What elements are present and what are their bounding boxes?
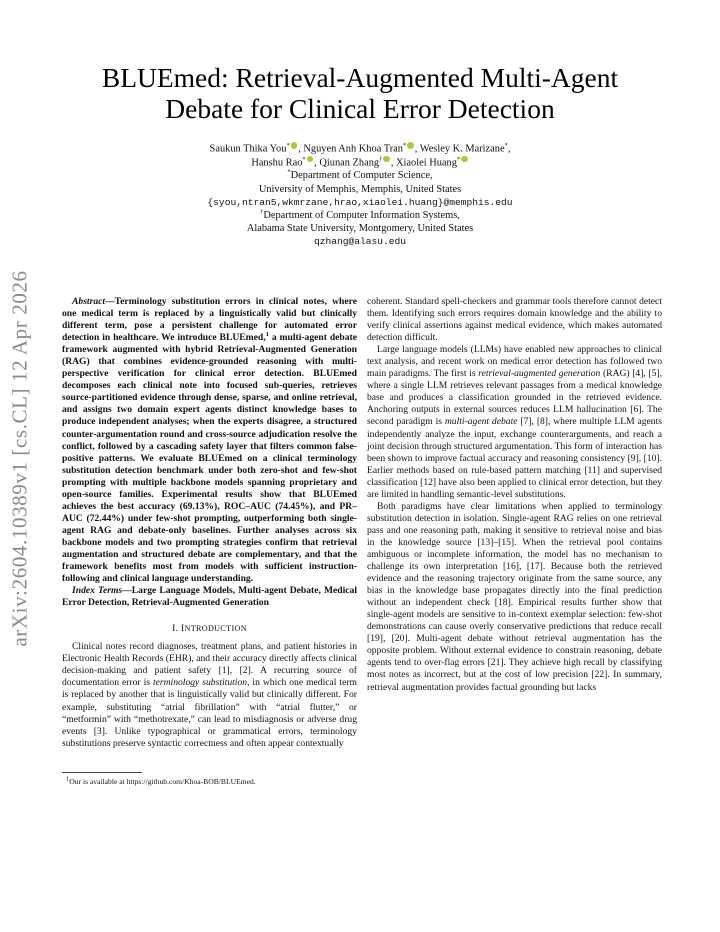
footnote-text[interactable]: Our is available at https://github.com/Khoa-BOB/BLUEmed. [69, 776, 256, 786]
paragraph-text: (RAG) [4], [5], where a single LLM retrieves relevant passages from a medical knowledge base and produces a classification grounded in the retrieved evidence. Anchoring outputs in external sources reduces LLM hallucination [6]. The second paradigm is [367, 368, 663, 428]
arxiv-identifier [2, 260, 38, 656]
abstract [62, 296, 357, 585]
affiliation-mark: * [286, 142, 290, 150]
right-paragraph-0: coherent. Standard spell-checkers and grammar tools therefore cannot detect them. Identifying such errors requires domain knowledge and the ability to verify clinical assertions against medical evidence, which makes automated detection difficult. [367, 296, 662, 344]
section-name-rest: NTRODUCTION [184, 624, 247, 634]
affiliation-2-univ: Alabama State University, Montgomery, United States [246, 223, 474, 235]
author-name: Saukun Thika You [209, 143, 287, 155]
author-name: , Wesley K. Marizane [414, 143, 505, 155]
affiliation-mark: * [456, 155, 461, 163]
right-paragraph-1 [367, 344, 662, 501]
title-line-2: Debate for Clinical Error Detection [165, 93, 555, 124]
department-text: Department of Computer Information Systems, [263, 210, 460, 222]
abstract-text-b: a multi-agent debate framework augmented with hybrid Retrieval-Augmented Generation (RAG) that combines evidence-grounded reasoning with multi-perspective verification for clinical error detection. BLUEmed decomposes each clinical note into focused sub-queries, retrieves source-partitioned evidence through dense, sparse, and online retrieval, and assigns two domain expert agents distinct knowledge bases to produce independent analyses; when the experts disagree, a structured counter-argumentation round and cross-source adjudication resolve the conflict, followed by a cascading safety layer that filters common false-positive patterns. We evaluate BLUEmed on a clinical terminology substitution detection benchmark under both zero-shot and few-shot prompting with multiple backbone models spanning proprietary and open-source families. Experimental results show that BLUEmed achieves the best accuracy (69.13%), ROC–AUC (74.45%), and PR–AUC (72.44%) under few-shot prompting, outperforming both single-agent RAG and debate-only baselines. Further analyses across six backbone models and two prompting strategies confirm that retrieval augmentation and structured debate are complementary, and that the framework benefits most from models with sufficient instruction-following and clinical language understanding. [62, 332, 357, 585]
index-terms-label: Index Terms [72, 585, 123, 597]
footnote-mark: 1 [66, 775, 70, 783]
abstract-text-a: —Terminology substitution errors in clinical notes, where one medical term is replaced by a linguistically valid but clinically different term, pose a persistent challenge for automated error detection in healthcare. We introduce BLUEmed, [62, 296, 357, 344]
footnote-divider [62, 772, 142, 773]
footnote-ref[interactable]: 1 [265, 330, 269, 338]
paragraph-emphasis: multi-agent debate [444, 416, 518, 428]
author-block [90, 142, 630, 249]
right-paragraph-2: Both paradigms have clear limitations when applied to terminology substitution detection in isolation. Single-agent RAG relies on one retrieval pass and one reasoning path, making it sensitive to retrieval noise and bias in the knowledge source [13]–[15]. When the retrieval pool contains ambiguous or incomplete information, the model has no mechanism to challenge its own interpretation [16], [17]. Because both the retrieved evidence and the reasoning trajectory originate from the same source, any bias in the knowledge base propagates directly into the final prediction without an independent check [18]. Empirical results further show that single-agent models are sensitive to in-context exemplar selection: few-shot demonstrations can cause overly conservative predictions that reduce recall [19], [20]. Multi-agent debate without retrieval augmentation has the opposite problem. Without external evidence to constrain reasoning, debate agents tend to over-flag errors [21]. They achieve high recall by classifying most notes as incorrect, but at the cost of low precision [22]. In summary, retrieval augmentation provides factual grounding but lacks [367, 500, 662, 693]
section-heading-introduction [62, 623, 357, 635]
author-line-2 [90, 156, 630, 170]
paragraph-emphasis: retrieval-augmented generation [478, 368, 601, 380]
affiliation-mark: * [302, 155, 306, 163]
intro-emphasis: terminology substitution [152, 677, 248, 689]
orcid-icon[interactable] [291, 142, 298, 149]
left-column [62, 296, 357, 787]
paragraph-text: [7], [8], where multiple LLM agents independently analyze the input, exchange counterarguments, and reach a joint decision through structured argumentation. This form of interaction has been shown to improve factual accuracy and reasoning consistency [9], [10]. Earlier methods based on rule-based pattern matching [11] and supervised classification [12] have also been applied to clinical error detection, but they are limited in handling semantic-level substitutions. [367, 416, 663, 500]
orcid-icon[interactable] [461, 156, 468, 163]
affiliation-mark: † [260, 208, 264, 216]
department-text: Department of Computer Science, [290, 170, 433, 182]
abstract-label: Abstract [72, 296, 106, 307]
author-line-1 [90, 142, 630, 156]
affiliation-2-dept [90, 209, 630, 222]
index-terms [62, 585, 357, 609]
arxiv-id-text: arXiv:2604.10389v1 [cs.CL] 12 Apr 2026 [7, 269, 32, 647]
orcid-icon[interactable] [407, 142, 414, 149]
right-column [367, 296, 662, 694]
title-line-1: BLUEmed: Retrieval-Augmented Multi-Agent [101, 62, 619, 93]
affiliation-mark: † [379, 155, 383, 163]
author-name: , Qiunan Zhang [314, 157, 380, 169]
affiliation-mark: * [402, 142, 407, 150]
intro-text-a: Clinical notes record diagnoses, treatment plans, and patient histories in Electronic Health Records (EHR), and their accuracy directly affects clinical decision-making and patient safety [1], [2]. A recurring source of documentation error is [62, 641, 357, 689]
intro-text-b: , in which one medical term is replaced by another that is linguistically valid but clinically different. For example, substituting “atrial fibrillation” with “atrial flutter,” or “metformin” with “methotrexate,” can lead to misdiagnosis or adverse drug events [3]. Unlike typographical or grammatical errors, terminology substitutions preserve syntactic correctness and often appear contextually [62, 677, 357, 749]
author-name: , Xiaolei Huang [390, 157, 457, 169]
orcid-icon[interactable] [383, 156, 390, 163]
affiliation-2-email: qzhang@alasu.edu [313, 236, 407, 248]
affiliation-1-email: {syou,ntran5,wkmrzane,hrao,xiaolei.huang}@memphis.edu [207, 196, 513, 208]
affiliation-1-univ: University of Memphis, Memphis, United States [258, 183, 462, 195]
index-terms-text: —Large Language Models, Multi-agent Debate, Medical Error Detection, Retrieval-Augmented Generation [62, 585, 357, 609]
section-numeral: I. [172, 623, 181, 635]
paragraph-text: Large language models (LLMs) have enabled new approaches to clinical text analysis, and recent work on medical error detection has followed two main paradigms. The first is [367, 344, 662, 380]
author-name: , Nguyen Anh Khoa Tran [298, 143, 403, 155]
section-name-first: I [180, 623, 185, 635]
affiliation-mark: * [287, 168, 291, 176]
orcid-icon[interactable] [307, 156, 314, 163]
paper-title [60, 62, 660, 124]
author-name: Hanshu Rao [251, 157, 303, 169]
affiliation-1-dept [90, 169, 630, 182]
author-separator: , [507, 143, 511, 155]
footnote [62, 777, 357, 787]
intro-paragraph-1 [62, 641, 357, 749]
affiliation-mark: * [504, 142, 508, 150]
